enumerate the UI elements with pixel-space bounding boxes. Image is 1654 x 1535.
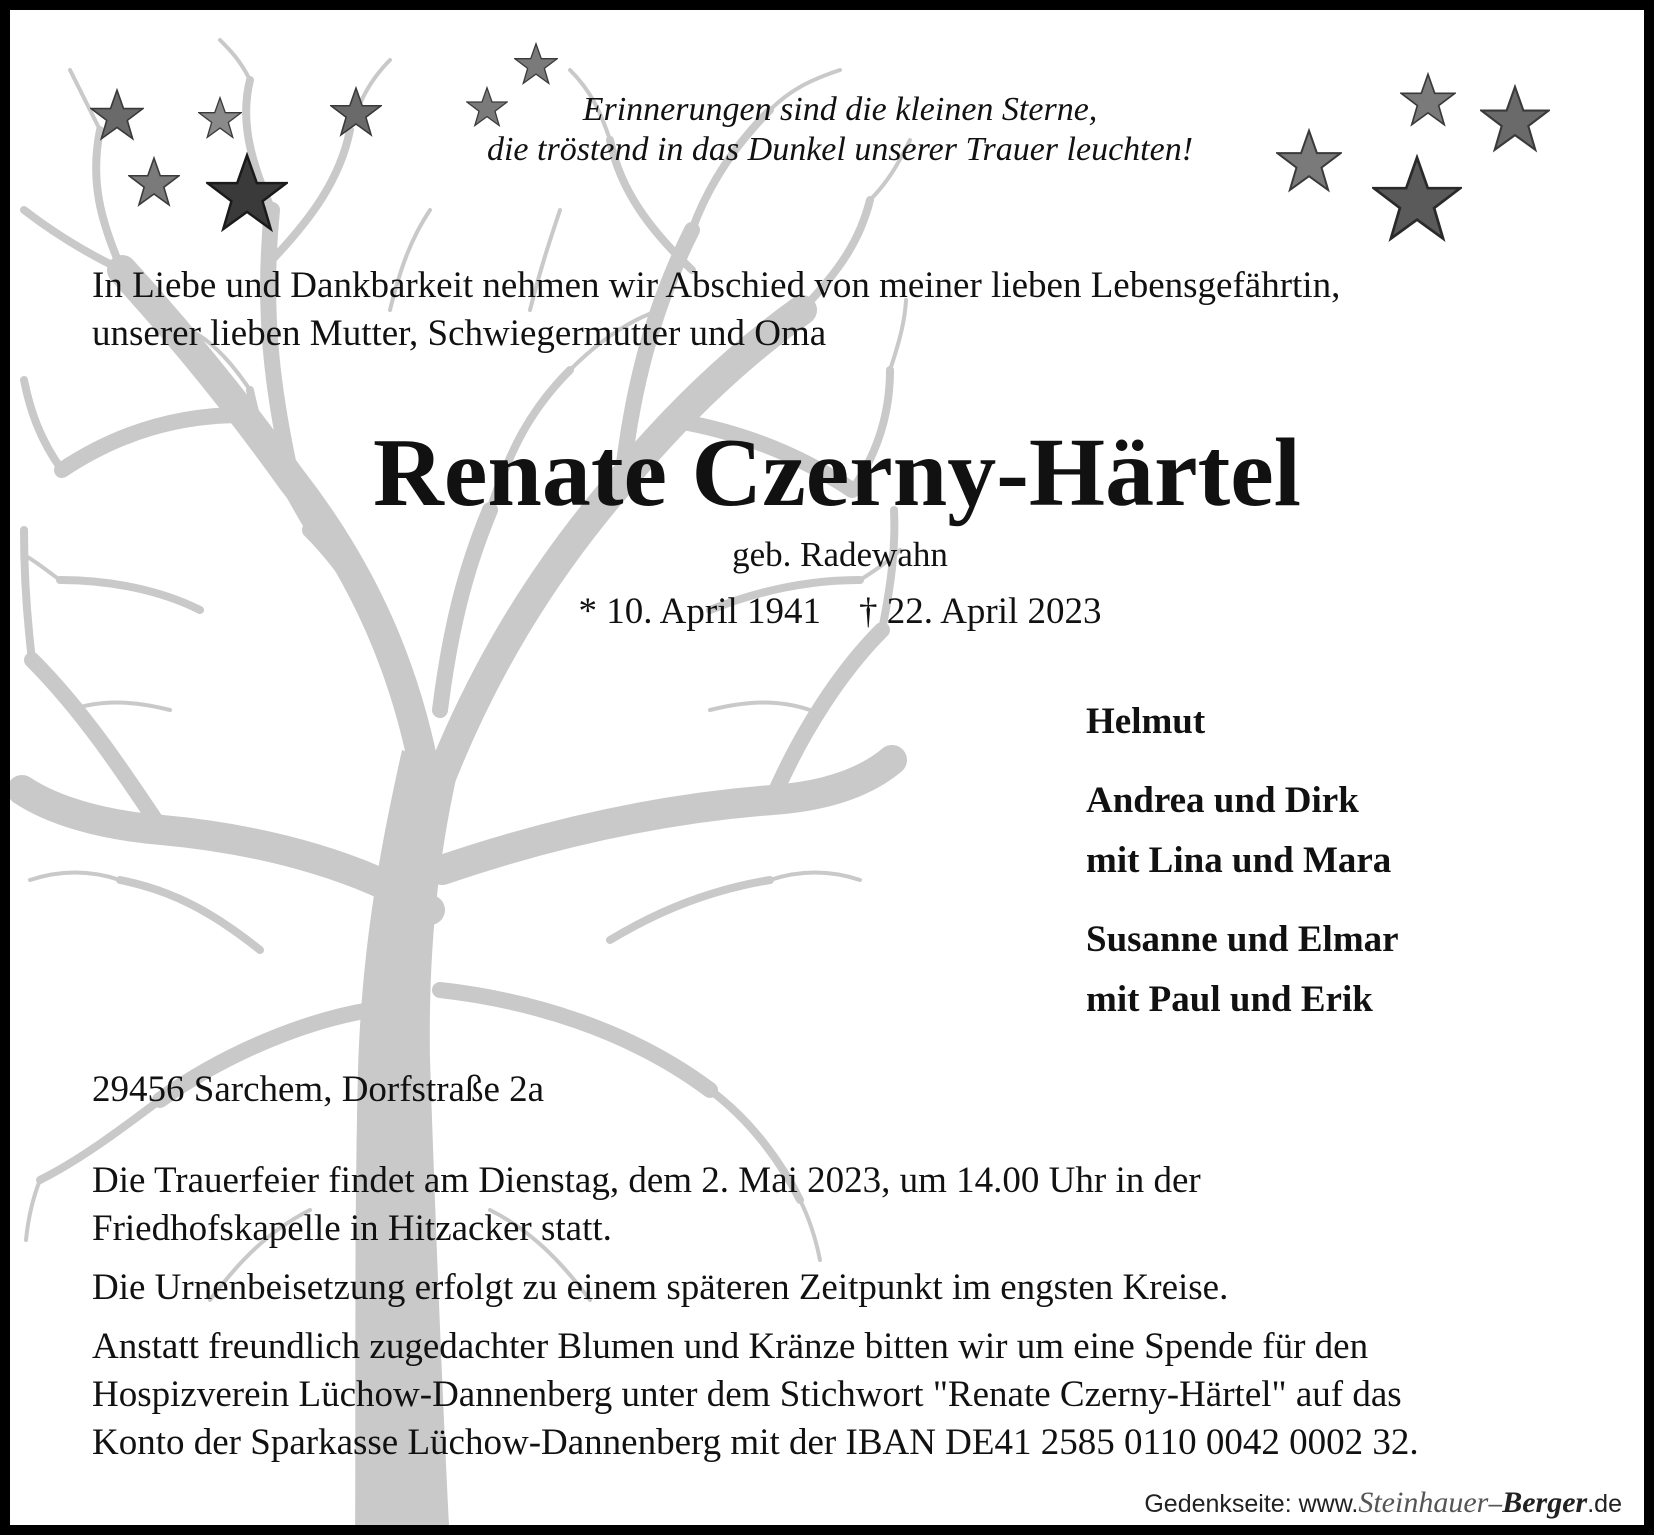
brand-dash: –	[1488, 1490, 1503, 1518]
quote-line: Erinnerungen sind die kleinen Sterne,	[582, 91, 1098, 128]
notice-line: Anstatt freundlich zugedachter Blumen und Kränze bitten wir um eine Spende für den	[92, 1326, 1369, 1367]
family-group	[1086, 910, 1399, 1030]
family-group	[1086, 771, 1399, 891]
star-icon	[128, 156, 180, 208]
family-line: mit Lina und Mara	[1086, 840, 1392, 881]
brand-logo-part1: Steinhauer	[1358, 1486, 1489, 1519]
notice-line: Die Urnenbeisetzung erfolgt zu einem späteren Zeitpunkt im engsten Kreise.	[92, 1267, 1229, 1308]
quote-line: die tröstend in das Dunkel unserer Trauer leuchten!	[486, 131, 1194, 168]
intro-text	[92, 262, 1340, 358]
star-icon	[198, 96, 242, 140]
notice-line: Konto der Sparkasse Lüchow-Dannenberg mit der IBAN DE41 2585 0110 0042 0002 32.	[92, 1422, 1419, 1463]
notice-line: Hospizverein Lüchow-Dannenberg unter dem Stichwort "Renate Czerny-Härtel" auf das	[92, 1374, 1402, 1415]
memorial-page-link[interactable]	[1144, 1486, 1622, 1521]
notice-line: Friedhofskapelle in Hitzacker statt.	[92, 1208, 612, 1249]
family-line: Susanne und Elmar	[1086, 919, 1399, 960]
birth-name: geb. Radewahn	[732, 535, 948, 574]
star-icon	[1372, 154, 1462, 244]
family-line: mit Paul und Erik	[1086, 979, 1373, 1020]
mourner-address: 29456 Sarchem, Dorfstraße 2a	[92, 1069, 545, 1110]
memorial-quote	[310, 90, 1370, 170]
footer-suffix: .de	[1587, 1490, 1622, 1518]
brand-logo-part2: Berger	[1502, 1486, 1588, 1519]
footer-prefix: Gedenkseite: www.	[1144, 1490, 1359, 1518]
life-dates	[490, 590, 1190, 634]
star-icon	[1400, 72, 1456, 128]
deceased-name: Renate Czerny-Härtel	[373, 419, 1301, 527]
family-line: Helmut	[1086, 701, 1206, 742]
intro-line: In Liebe und Dankbarkeit nehmen wir Abschied von meiner lieben Lebensgefährtin,	[92, 265, 1341, 306]
funeral-notices	[92, 1146, 1419, 1478]
death-date: † 22. April 2023	[859, 591, 1102, 632]
family-list	[1086, 692, 1399, 1049]
family-line: Andrea und Dirk	[1086, 780, 1359, 821]
star-icon	[90, 88, 144, 142]
intro-line: unserer lieben Mutter, Schwiegermutter und Oma	[92, 313, 827, 354]
star-icon	[514, 42, 558, 86]
star-icon	[1480, 84, 1550, 154]
family-group	[1086, 692, 1399, 752]
birth-date: * 10. April 1941	[578, 591, 821, 632]
notice-line: Die Trauerfeier findet am Dienstag, dem 2. Mai 2023, um 14.00 Uhr in der	[92, 1160, 1201, 1201]
star-icon	[206, 152, 288, 234]
